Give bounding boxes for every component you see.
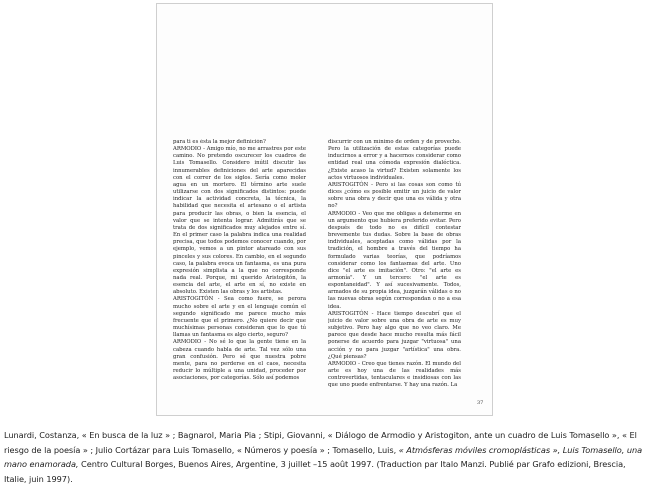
- page-number: 37: [477, 400, 484, 406]
- right-text-column: [328, 139, 461, 409]
- left-text-column: [173, 139, 306, 409]
- left-paragraph: ARISTOGITÓN - Sea como fuere, se perora mucho sobre el arte y en el lenguaje común el segundo significado me parece mucho más frecuente que el primero. ¿No quiere decir que muchísimas personas consideran que lo que tú llamas un fantasma es algo cierto, seguro?: [173, 296, 306, 339]
- caption-text-end: Centro Cultural Borges, Buenos Aires, Argentine, 3 juillet –15 août 1997. (Traduction par Italo Manzi. Publié par Grafo edizioni, Brescia, Italie, juin 1997).: [4, 459, 626, 484]
- caption-italic-title: « Atmósferas móviles cromoplásticas », Luis Tomasello, una mano enamorada,: [4, 444, 643, 470]
- left-paragraph: para ti es ésta la mejor definición?: [173, 139, 266, 145]
- right-paragraph: ARISTOGITÓN - Hace tiempo descubrí que el juicio de valor sobre una obra de arte es muy subjetivo. Pero hay algo que no veo claro. Me parece que desde hace mucho resulta más fácil ponerse de acuerdo para juzgar "virtuosa" una acción y no para juzgar "artística" una obra. ¿Qué piensas?: [328, 310, 461, 360]
- left-paragraph: ARMODIO - No sé lo que la gente tiene en la cabeza cuando habla de arte. Tal vez sólo una gran confusión. Pero sé que nuestra pobre mente, para no perderse en el caos, necesita reducir lo múltiple a una unidad, proceder por asociaciones, por categorías. Sólo así podemos: [173, 339, 306, 382]
- figure-caption: [4, 428, 646, 486]
- caption-text: Lunardi, Costanza, « En busca de la luz » ; Bagnarol, Maria Pia ; Stipi, Giovanni, « Diálogo de Armodio y Aristogiton, ante un cuadro de Luis Tomasello », « El riesgo de la poesía » ; Julio Cortázar para Luis Tomasello, « Números y poesía » ; Tomasello, Luis,: [4, 430, 637, 455]
- right-paragraph: discurrir con un mínimo de orden y de provecho. Pero la utilización de estas categorías puede inducirnos a error y a hacernos considerar como entidad real una cómoda expresión dialéctica. ¿Existe acaso la virtud? Existen solamente los actos virtuosos individuales.: [328, 139, 461, 181]
- right-paragraph: ARMODIO - Veo que me obligas a detenerme en un argumento que hubiera preferido evitar. Pero después de todo no es difícil contestar brevemente tus dudas. Sobre la base de obras individuales, aceptadas como válidas por la tradición, el hombre a través del tiempo ha formulado varias teorías, que podríamos considerar como los fantasmas del arte. Uno dice "el arte es imitación". Otro: "el arte es armonía". Y un tercero: "el arte es espontaneidad". Y así sucesivamente. Todos, armados de su propia idea, juzgarán válidas o no las nuevas obras según correspondan o no a esa idea.: [328, 210, 461, 310]
- right-paragraph: ARMODIO - Creo que tienes razón. El mundo del arte es hoy una de las realidades más controvertidas, tentaculares e insidiosas con las que uno puede enfrentarse. Y hay una razón. La: [328, 360, 461, 389]
- left-paragraph: ARMODIO - Amigo mío, no me arrastres por este camino. No pretendo oscurecer los cuadros de Luis Tomasello. Considero inútil discutir las innumerables definiciones del arte aparecidas con el correr de los siglos. Sería como moler agua en un mortero. El término arte suele utilizarse con dos significados distintos: puede indicar la actividad concreta, la técnica, la habilidad que necesita el artesano o el artista para producir las obras, o bien la esencia, el valor que se intenta lograr. Admitirás que se trata de dos significados muy alejados entre sí. En el primer caso la palabra indica una realidad precisa, que todos podemos conocer cuando, por ejemplo, vemos a un pintor atareado con sus pinceles y sus colores. En cambio, en el segundo caso, la palabra evoca un fantasma, es una pura expresión simplista a la que no corresponde nada real. Porque, mi querido Aristogitón, la esencia del arte, el arte en sí, no existe en absoluto. Existen las obras y los artistas.: [173, 146, 306, 296]
- right-paragraph: ARISTOGITÓN - Pero si las cosas son como tú dices ¿cómo es posible emitir un juicio de valor sobre una obra y decir que una es válida y otra no?: [328, 181, 461, 210]
